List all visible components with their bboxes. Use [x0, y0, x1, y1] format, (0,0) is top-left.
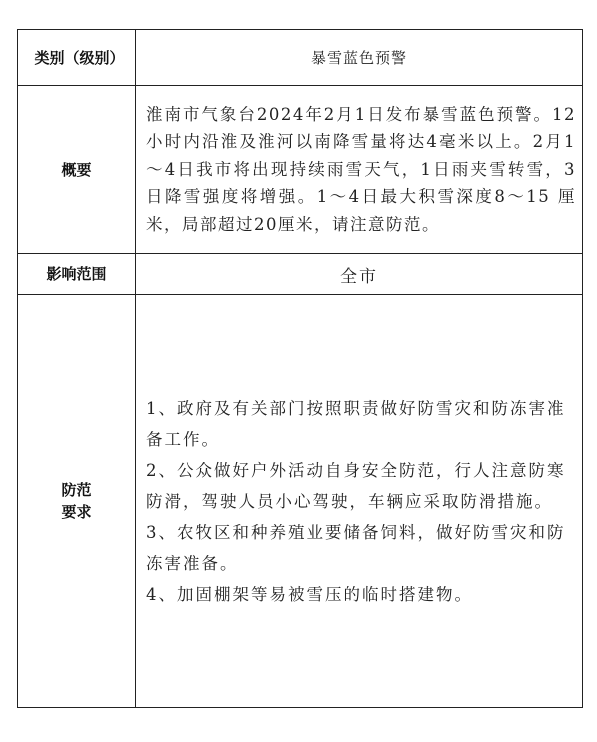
summary-text: 淮南市气象台2024年2月1日发布暴雪蓝色预警。12小时内沿淮及淮河以南降雪量将达4毫米以上。2月1～4日我市将出现持续雨雪天气，1日雨夹雪转雪，3日降雪强度将增强。1～4日最大积雪深度8～15 厘米，局部超过20厘米，请注意防范。 — [146, 104, 576, 234]
requirements-value-cell — [136, 295, 583, 708]
requirements-label-line1: 防范 — [61, 481, 92, 499]
summary-row — [18, 86, 583, 254]
category-value-cell — [136, 30, 583, 86]
requirements-list — [136, 393, 582, 610]
area-label: 影响范围 — [46, 265, 107, 283]
requirements-label-line2: 要求 — [61, 503, 92, 521]
requirement-item: 1、政府及有关部门按照职责做好防雪灾和防冻害准备工作。 — [146, 398, 566, 449]
category-label-cell — [18, 30, 136, 86]
category-row — [18, 30, 583, 86]
area-value: 全市 — [340, 266, 378, 287]
requirement-item: 3、农牧区和种养殖业要储备饲料，做好防雪灾和防冻害准备。 — [146, 522, 566, 573]
area-label-cell — [18, 254, 136, 295]
requirements-row — [18, 295, 583, 708]
summary-label: 概要 — [61, 160, 92, 179]
summary-value-cell — [136, 86, 583, 254]
requirements-label-cell — [18, 295, 136, 708]
requirement-item: 4、加固棚架等易被雪压的临时搭建物。 — [146, 584, 473, 604]
warning-table — [17, 29, 583, 708]
summary-label-cell — [18, 86, 136, 254]
area-row — [18, 254, 583, 295]
area-value-cell — [136, 254, 583, 295]
category-value: 暴雪蓝色预警 — [310, 49, 407, 67]
requirement-item: 2、公众做好户外活动自身安全防范，行人注意防寒防滑，驾驶人员小心驾驶，车辆应采取防滑措施。 — [146, 460, 566, 511]
category-label: 类别（级别） — [34, 48, 125, 67]
